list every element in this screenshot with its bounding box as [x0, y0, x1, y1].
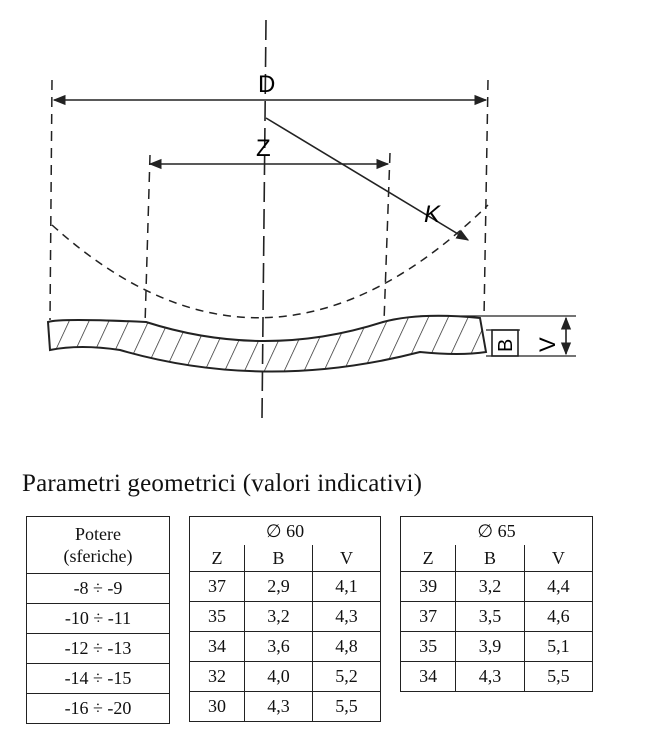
table-row	[190, 632, 381, 662]
power-cell: -12 ÷ -13	[27, 634, 170, 664]
lens-profile	[48, 316, 486, 372]
d-extension-left	[50, 80, 52, 320]
cell-z: 37	[190, 572, 245, 602]
power-header-line1: Potere	[75, 524, 121, 544]
cell-v: 5,2	[312, 662, 380, 692]
table-caption: Parametri geometrici (valori indicativi)	[22, 470, 423, 497]
cell-b: 4,3	[456, 662, 524, 692]
column-header-b: B	[456, 545, 524, 572]
cell-z: 35	[190, 602, 245, 632]
cell-z: 39	[401, 572, 456, 602]
cell-b: 3,2	[456, 572, 524, 602]
cell-v: 4,1	[312, 572, 380, 602]
k-label: K	[424, 201, 441, 228]
cell-z: 32	[190, 662, 245, 692]
cell-z: 30	[190, 692, 245, 722]
power-table	[26, 516, 170, 724]
power-cell: -16 ÷ -20	[27, 694, 170, 724]
cell-b: 4,3	[244, 692, 312, 722]
b-label: B	[495, 338, 517, 352]
cell-b: 2,9	[244, 572, 312, 602]
table-row	[190, 572, 381, 602]
cell-b: 3,9	[456, 632, 524, 662]
table-row	[401, 632, 593, 662]
table-row	[190, 692, 381, 722]
table-row	[401, 662, 593, 692]
d-label: D	[258, 71, 276, 98]
power-header-line2: (sferiche)	[63, 546, 133, 566]
table-row	[401, 572, 593, 602]
power-cell: -14 ÷ -15	[27, 664, 170, 694]
cell-b: 4,0	[244, 662, 312, 692]
cell-b: 3,2	[244, 602, 312, 632]
power-cell: -8 ÷ -9	[27, 574, 170, 604]
cell-b: 3,5	[456, 602, 524, 632]
cell-z: 37	[401, 602, 456, 632]
column-header-b: B	[244, 545, 312, 572]
cell-z: 34	[190, 632, 245, 662]
radius-arc	[52, 205, 488, 318]
v-label: V	[535, 337, 560, 352]
column-header-v: V	[524, 545, 592, 572]
column-header-z: Z	[401, 545, 456, 572]
power-cell: -10 ÷ -11	[27, 604, 170, 634]
diameter-65-title: ∅ 65	[401, 517, 593, 546]
table-row	[401, 602, 593, 632]
diameter-60-table	[189, 516, 381, 722]
cell-v: 5,1	[524, 632, 592, 662]
z-extension-right	[384, 153, 390, 322]
table-row	[190, 602, 381, 632]
cell-v: 4,6	[524, 602, 592, 632]
power-header	[27, 517, 170, 574]
cell-v: 4,4	[524, 572, 592, 602]
cell-v: 4,8	[312, 632, 380, 662]
cell-b: 3,6	[244, 632, 312, 662]
column-header-v: V	[312, 545, 380, 572]
d-extension-right	[484, 80, 488, 318]
column-header-z: Z	[190, 545, 245, 572]
cell-z: 34	[401, 662, 456, 692]
z-label: Z	[256, 135, 271, 162]
z-extension-left	[145, 155, 150, 325]
diameter-65-table	[400, 516, 593, 692]
diameter-60-title: ∅ 60	[190, 517, 381, 546]
cell-v: 5,5	[312, 692, 380, 722]
table-row	[190, 662, 381, 692]
cell-v: 4,3	[312, 602, 380, 632]
cell-v: 5,5	[524, 662, 592, 692]
cell-z: 35	[401, 632, 456, 662]
